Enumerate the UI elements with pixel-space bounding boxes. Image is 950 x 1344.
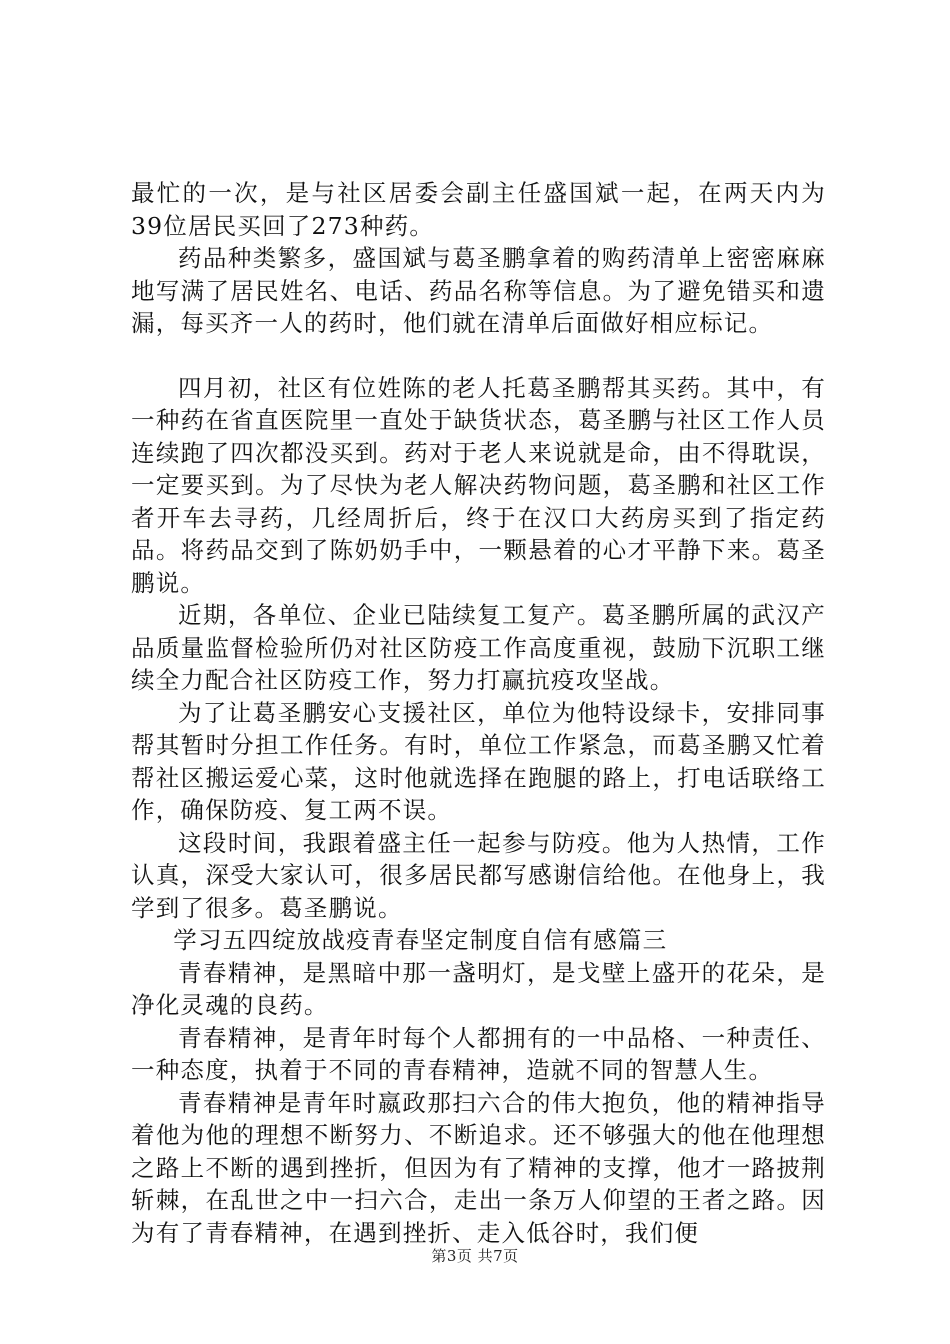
- paragraph: 为了让葛圣鹏安心支援社区，单位为他特设绿卡，安排同事帮其暂时分担工作任务。有时，单位工作紧急，而葛圣鹏又忙着帮社区搬运爱心菜，这时他就选择在跑腿的路上，打电话联络工作，确保防疫、复工两不误。: [131, 698, 826, 824]
- paragraph: 这段时间，我跟着盛主任一起参与防疫。他为人热情，工作认真，深受大家认可，很多居民都写感谢信给他。在他身上，我学到了很多。葛圣鹏说。: [131, 828, 826, 922]
- paragraph: 最忙的一次，是与社区居委会副主任盛国斌一起，在两天内为39位居民买回了273种药。: [131, 179, 826, 240]
- paragraph: 青春精神，是黑暗中那一盏明灯，是戈壁上盛开的花朵，是净化灵魂的良药。: [131, 958, 826, 1019]
- paragraph: 青春精神，是青年时每个人都拥有的一中品格、一种责任、一种态度，执着于不同的青春精神，造就不同的智慧人生。: [131, 1023, 826, 1084]
- paragraph: 青春精神是青年时嬴政那扫六合的伟大抱负，他的精神指导着他为他的理想不断努力、不断追求。还不够强大的他在他理想之路上不断的遇到挫折，但因为有了精神的支撑，他才一路披荆斩棘，在乱世之中一扫六合，走出一条万人仰望的王者之路。因为有了青春精神，在遇到挫折、走入低谷时，我们便: [131, 1088, 826, 1247]
- section-heading: 学习五四绽放战疫青春坚定制度自信有感篇三: [173, 926, 668, 954]
- paragraph: 四月初，社区有位姓陈的老人托葛圣鹏帮其买药。其中，有一种药在省直医院里一直处于缺货状态，葛圣鹏与社区工作人员连续跑了四次都没买到。药对于老人来说就是命，由不得耽误，一定要买到。为了尽快为老人解决药物问题，葛圣鹏和社区工作者开车去寻药，几经周折后，终于在汉口大药房买到了指定药品。将药品交到了陈奶奶手中，一颗悬着的心才平静下来。葛圣鹏说。: [131, 373, 826, 597]
- paragraph: 药品种类繁多，盛国斌与葛圣鹏拿着的购药清单上密密麻麻地写满了居民姓名、电话、药品名称等信息。为了避免错买和遗漏，每买齐一人的药时，他们就在清单后面做好相应标记。: [131, 244, 826, 337]
- document-body: [131, 177, 826, 1249]
- paragraph: 近期，各单位、企业已陆续复工复产。葛圣鹏所属的武汉产品质量监督检验所仍对社区防疫工作高度重视，鼓励下沉职工继续全力配合社区防疫工作，努力打赢抗疫攻坚战。: [131, 601, 826, 694]
- page-number-footer: 第3页 共7页: [431, 1247, 519, 1265]
